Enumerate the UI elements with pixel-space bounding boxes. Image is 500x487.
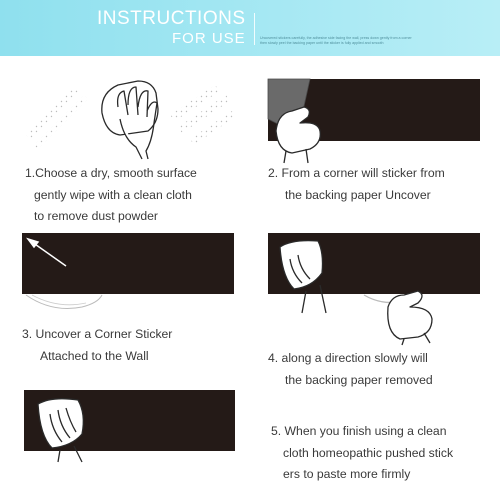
step-line: 5. When you finish using a clean bbox=[271, 424, 447, 438]
step-line: Attached to the Wall bbox=[40, 348, 149, 363]
step-2-text bbox=[268, 163, 445, 206]
step-line: 2. From a corner will sticker from bbox=[268, 166, 445, 180]
step-line: the backing paper removed bbox=[285, 372, 433, 387]
step-5-illustration bbox=[24, 390, 144, 470]
hand-peeling-icon bbox=[276, 107, 320, 163]
page-title: INSTRUCTIONS bbox=[97, 8, 246, 29]
banner-note bbox=[260, 36, 498, 46]
hand-wiping-icon bbox=[38, 399, 83, 462]
step-1-illustration bbox=[20, 75, 240, 160]
step-line: gently wipe with a clean cloth bbox=[34, 187, 192, 202]
step-line: the backing paper Uncover bbox=[285, 187, 431, 202]
step-line: 3. Uncover a Corner Sticker bbox=[22, 327, 173, 341]
step-line: cloth homeopathic pushed stick bbox=[283, 445, 454, 460]
arrow-icon bbox=[28, 239, 66, 266]
hand-peeling-icon bbox=[364, 291, 432, 345]
header-banner bbox=[0, 0, 500, 56]
cloth-icon bbox=[280, 241, 326, 313]
step-3-text bbox=[22, 324, 172, 367]
backing-paper-edge bbox=[26, 295, 102, 309]
step-1-text bbox=[25, 163, 197, 228]
step-line: 1.Choose a dry, smooth surface bbox=[25, 166, 197, 180]
step-4-illustration bbox=[268, 233, 480, 345]
step-2-illustration bbox=[262, 79, 342, 159]
step-line: to remove dust powder bbox=[34, 209, 158, 223]
step-3-illustration bbox=[22, 233, 242, 323]
step-line: 4. along a direction slowly will bbox=[268, 351, 428, 365]
step-5-text bbox=[271, 421, 453, 486]
banner-note-line-2: then slowly peel the backing paper until the sticker is fully applied and smooth bbox=[260, 41, 384, 45]
step-4-text bbox=[268, 348, 433, 391]
hand-wiping-icon bbox=[102, 81, 158, 159]
step-line: ers to paste more firmly bbox=[283, 467, 411, 481]
page-subtitle: FOR USE bbox=[172, 30, 246, 47]
banner-divider bbox=[254, 13, 255, 45]
banner-note-line-1: Uncovered stickers carefully, the adhesive side facing the wall, press down gently from a corner bbox=[260, 36, 412, 40]
